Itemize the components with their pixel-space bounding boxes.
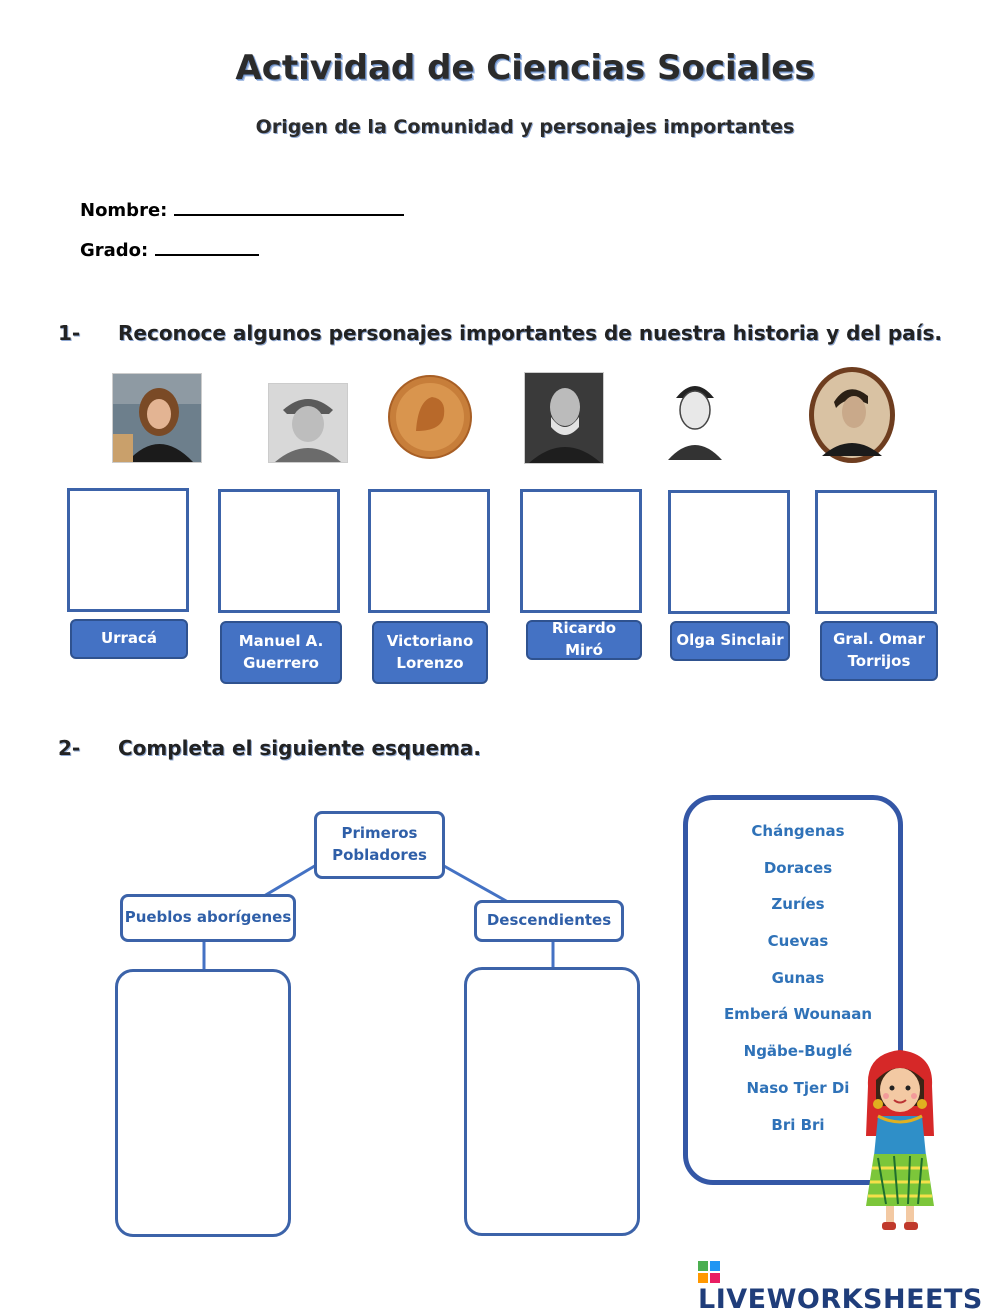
liveworksheets-logo [698,1253,1000,1315]
page-subtitle: Origen de la Comunidad y personajes importantes [255,116,795,138]
word-bank-item[interactable]: Emberá Wounaan [723,1005,873,1024]
name-label: Nombre: [80,200,168,221]
liveworksheets-brand: LIVEWORKSHEETS [698,1284,983,1315]
name-label-urraca[interactable]: Urracá [70,619,188,659]
name-label-lorenzo[interactable]: Victoriano Lorenzo [372,621,488,684]
descendientes-answer-box[interactable] [464,967,640,1236]
name-label-miro[interactable]: Ricardo Miró [526,620,642,660]
question-2-text: Completa el siguiente esquema. [118,736,481,760]
girl-illustration [858,1046,942,1232]
aborigenes-answer-box[interactable] [115,969,291,1237]
name-label-torrijos[interactable]: Gral. Omar Torrijos [820,621,938,681]
word-bank-item[interactable]: Zuríes [771,895,825,914]
diagram-left-node: Pueblos aborígenes [120,894,296,942]
question-1-text: Reconoce algunos personajes importantes de nuestra historia y del país. [118,321,943,345]
word-bank-item[interactable]: Doraces [763,858,833,877]
diagram-right-node: Descendientes [474,900,624,942]
word-bank-item[interactable]: Ngäbe-Buglé [743,1042,853,1061]
word-bank-item[interactable]: Cuevas [767,932,829,951]
word-bank-item[interactable]: Gunas [771,968,825,987]
grade-label: Grado: [80,240,149,261]
word-bank-item[interactable]: Chángenas [751,822,845,840]
question-1-number: 1- [58,321,81,345]
word-bank-item[interactable]: Bri Bri [771,1115,825,1134]
liveworksheets-mark-icon [698,1259,720,1281]
diagram-root-node: Primeros Pobladores [314,811,445,879]
question-2-number: 2- [58,736,81,760]
name-label-sinclair[interactable]: Olga Sinclair [670,621,790,661]
word-bank-item[interactable]: Naso Tjer Di [746,1078,850,1097]
name-label-guerrero[interactable]: Manuel A. Guerrero [220,621,342,684]
page-title: Actividad de Ciencias Sociales [235,48,815,88]
